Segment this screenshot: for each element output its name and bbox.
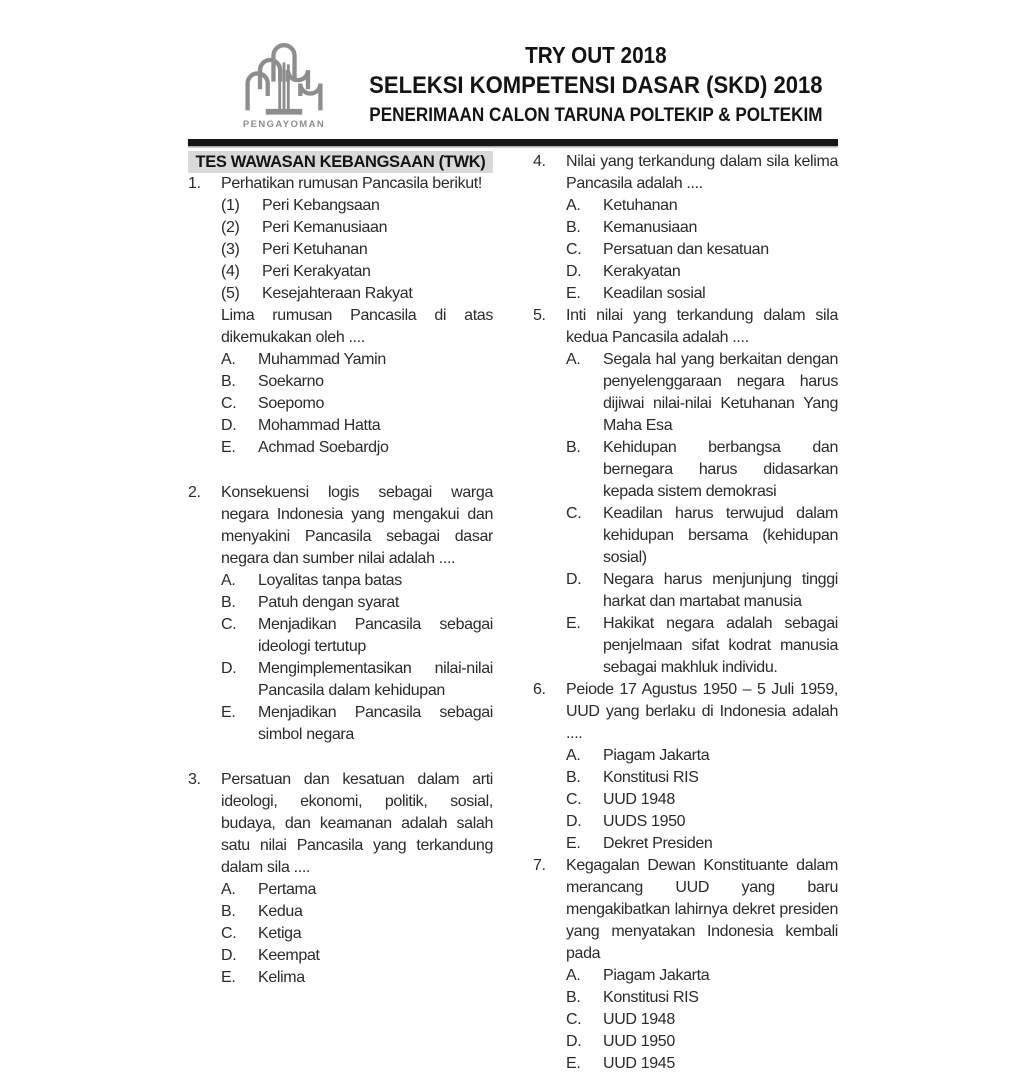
option <box>566 767 838 789</box>
option <box>566 503 838 569</box>
option-label: C. <box>566 505 582 522</box>
question-left-1 <box>188 173 493 459</box>
question-text: Persatuan dan kesatuan dalam arti ideologi, ekonomi, politik, sosial, budaya, dan keamanan adalah salah satu nilai Pancasila yang terkandung dalam sila .... <box>221 771 493 876</box>
option <box>221 349 493 371</box>
option-label: B. <box>566 769 581 786</box>
sub-item <box>221 195 493 217</box>
option-label: D. <box>566 1033 582 1050</box>
question-body <box>221 769 493 989</box>
option-label: D. <box>221 417 237 434</box>
question-left-2 <box>188 482 493 746</box>
sub-item-label: (3) <box>221 241 240 258</box>
option <box>221 923 493 945</box>
option-text: Kerakyatan <box>603 263 681 280</box>
option-text: Loyalitas tanpa batas <box>258 572 402 589</box>
option-text: Keadilan harus terwujud dalam kehidupan bersama (kehidupan sosial) <box>603 505 838 566</box>
option-text: Kehidupan berbangsa dan bernegara harus didasarkan kepada sistem demokrasi <box>603 439 838 500</box>
option-label: D. <box>566 571 582 588</box>
option-text: UUD 1945 <box>603 1055 675 1072</box>
option-text: Negara harus menjunjung tinggi harkat dan martabat manusia <box>603 571 838 610</box>
sub-item-text: Peri Ketuhanan <box>262 241 368 258</box>
sub-item <box>221 261 493 283</box>
column-left <box>188 151 493 1075</box>
option-text: Piagam Jakarta <box>603 967 710 984</box>
option-text: Hakikat negara adalah sebagai penjelmaan sifat kodrat manusia sebagai makhluk individu. <box>603 615 838 676</box>
sub-item-text: Peri Kemanusiaan <box>262 219 388 236</box>
question-right-5 <box>533 305 838 679</box>
question-body <box>566 855 838 1075</box>
option <box>566 261 838 283</box>
question-number: 4. <box>533 153 546 170</box>
question-body <box>566 151 838 305</box>
question-text: Nilai yang terkandung dalam sila kelima Pancasila adalah .... <box>566 153 838 192</box>
option-label: B. <box>566 439 581 456</box>
question-left-3 <box>188 769 493 989</box>
option <box>221 592 493 614</box>
option <box>566 195 838 217</box>
title-line-1: TRY OUT 2018 <box>525 42 667 68</box>
option-label: E. <box>566 1055 581 1072</box>
option-text: Menjadikan Pancasila sebagai simbol negara <box>258 704 493 743</box>
option <box>566 283 838 305</box>
option-label: E. <box>566 615 581 632</box>
option <box>221 702 493 746</box>
option <box>566 965 838 987</box>
option <box>221 879 493 901</box>
option-text: Soepomo <box>258 395 325 412</box>
option-label: C. <box>566 1011 582 1028</box>
option-text: Ketiga <box>258 925 302 942</box>
option-label: C. <box>221 616 237 633</box>
question-text: Inti nilai yang terkandung dalam sila kedua Pancasila adalah .... <box>566 307 838 346</box>
option-text: Keempat <box>258 947 320 964</box>
option <box>566 1009 838 1031</box>
option-label: C. <box>566 241 582 258</box>
option-label: B. <box>566 219 581 236</box>
option-label: B. <box>221 373 236 390</box>
option <box>221 967 493 989</box>
option-text: UUD 1950 <box>603 1033 675 1050</box>
option-label: E. <box>221 704 236 721</box>
question-number: 1. <box>188 175 201 192</box>
question-right-4 <box>533 151 838 305</box>
question-number: 6. <box>533 681 546 698</box>
question-columns <box>188 151 838 1075</box>
sub-item <box>221 239 493 261</box>
option-text: Konstitusi RIS <box>603 989 699 1006</box>
option-text: UUD 1948 <box>603 791 675 808</box>
option-label: A. <box>566 747 581 764</box>
option <box>221 415 493 437</box>
option-label: B. <box>221 903 236 920</box>
pengayoman-logo <box>224 26 344 130</box>
sub-item-label: (4) <box>221 263 240 280</box>
option-label: A. <box>566 351 581 368</box>
option <box>566 811 838 833</box>
option <box>221 945 493 967</box>
question-text: Peiode 17 Agustus 1950 – 5 Juli 1959, UUD yang berlaku di Indonesia adalah .... <box>566 681 838 742</box>
document-header <box>188 0 838 130</box>
option <box>566 1031 838 1053</box>
option-text: Pertama <box>258 881 317 898</box>
question-right-6 <box>533 679 838 855</box>
question-number: 2. <box>188 484 201 501</box>
option <box>221 393 493 415</box>
title-line-3: PENERIMAAN CALON TARUNA POLTEKIP & POLTEKIM <box>369 104 823 126</box>
section-title: TES WAWASAN KEBANGSAAN (TWK) <box>188 151 493 173</box>
option <box>221 614 493 658</box>
question-right-7 <box>533 855 838 1075</box>
option-label: A. <box>566 967 581 984</box>
sub-item <box>221 217 493 239</box>
question-number: 5. <box>533 307 546 324</box>
option-label: D. <box>566 263 582 280</box>
option-text: Ketuhanan <box>603 197 678 214</box>
logo-caption: PENGAYOMAN <box>242 119 326 130</box>
option-text: Konstitusi RIS <box>603 769 699 786</box>
option <box>221 371 493 393</box>
sub-item-text: Kesejahteraan Rakyat <box>262 285 413 302</box>
option-label: D. <box>221 660 237 677</box>
option-text: UUD 1948 <box>603 1011 675 1028</box>
sub-item-label: (2) <box>221 219 240 236</box>
option-text: Soekarno <box>258 373 324 390</box>
option <box>221 437 493 459</box>
option <box>221 901 493 923</box>
option-label: A. <box>221 881 236 898</box>
column-right <box>533 151 838 1075</box>
option-label: E. <box>221 969 236 986</box>
option-label: B. <box>221 594 236 611</box>
sub-item-text: Peri Kerakyatan <box>262 263 371 280</box>
option-text: Keadilan sosial <box>603 285 706 302</box>
option-label: E. <box>566 835 581 852</box>
option <box>566 613 838 679</box>
question-number: 7. <box>533 857 546 874</box>
sub-item-label: (1) <box>221 197 240 214</box>
option-label: A. <box>221 351 236 368</box>
option-text: Piagam Jakarta <box>603 747 710 764</box>
option-label: A. <box>221 572 236 589</box>
option-text: Achmad Soebardjo <box>258 439 389 456</box>
option <box>566 987 838 1009</box>
option <box>566 833 838 855</box>
option-text: Mohammad Hatta <box>258 417 381 434</box>
option <box>221 570 493 592</box>
question-body <box>566 305 838 679</box>
option <box>566 349 838 437</box>
title-line-2: SELEKSI KOMPETENSI DASAR (SKD) 2018 <box>369 72 823 100</box>
pengayoman-logo-icon <box>236 26 332 118</box>
option-label: B. <box>566 989 581 1006</box>
option <box>566 789 838 811</box>
option-text: Patuh dengan syarat <box>258 594 400 611</box>
option-text: Muhammad Yamin <box>258 351 386 368</box>
question-text: Kegagalan Dewan Konstituante dalam merancang UUD yang baru mengakibatkan lahirnya dekret presiden yang menyatakan Indonesia kembali pada <box>566 857 838 962</box>
question-continuation: Lima rumusan Pancasila di atas dikemukakan oleh .... <box>221 307 493 346</box>
option-label: E. <box>566 285 581 302</box>
question-body <box>566 679 838 855</box>
option-text: Menjadikan Pancasila sebagai ideologi tertutup <box>258 616 493 655</box>
option <box>566 1053 838 1075</box>
option-text: Kelima <box>258 969 305 986</box>
option <box>566 569 838 613</box>
question-text: Perhatikan rumusan Pancasila berikut! <box>221 175 482 192</box>
option <box>566 745 838 767</box>
option-text: Persatuan dan kesatuan <box>603 241 769 258</box>
option-label: E. <box>221 439 236 456</box>
header-rule <box>188 139 838 146</box>
option-label: C. <box>221 925 237 942</box>
option-text: Dekret Presiden <box>603 835 713 852</box>
question-text: Konsekuensi logis sebagai warga negara Indonesia yang mengakui dan menyakini Pancasila sebagai dasar negara dan sumber nilai adalah .... <box>221 484 493 567</box>
option-label: C. <box>566 791 582 808</box>
question-body <box>221 173 493 459</box>
option-text: Kedua <box>258 903 303 920</box>
option <box>566 239 838 261</box>
option-label: C. <box>221 395 237 412</box>
option-text: Segala hal yang berkaitan dengan penyelenggaraan negara harus dijiwai nilai-nilai Ketuhanan Yang Maha Esa <box>603 351 838 434</box>
sub-item-label: (5) <box>221 285 240 302</box>
option-text: Mengimplementasikan nilai-nilai Pancasila dalam kehidupan <box>258 660 493 699</box>
option <box>221 658 493 702</box>
option-text: UUDS 1950 <box>603 813 686 830</box>
header-titles <box>369 40 822 128</box>
option-label: D. <box>221 947 237 964</box>
option-text: Kemanusiaan <box>603 219 697 236</box>
question-body <box>221 482 493 746</box>
sub-item <box>221 283 493 305</box>
option <box>566 217 838 239</box>
option <box>566 437 838 503</box>
sub-item-text: Peri Kebangsaan <box>262 197 380 214</box>
question-number: 3. <box>188 771 201 788</box>
option-label: D. <box>566 813 582 830</box>
option-label: A. <box>566 197 581 214</box>
